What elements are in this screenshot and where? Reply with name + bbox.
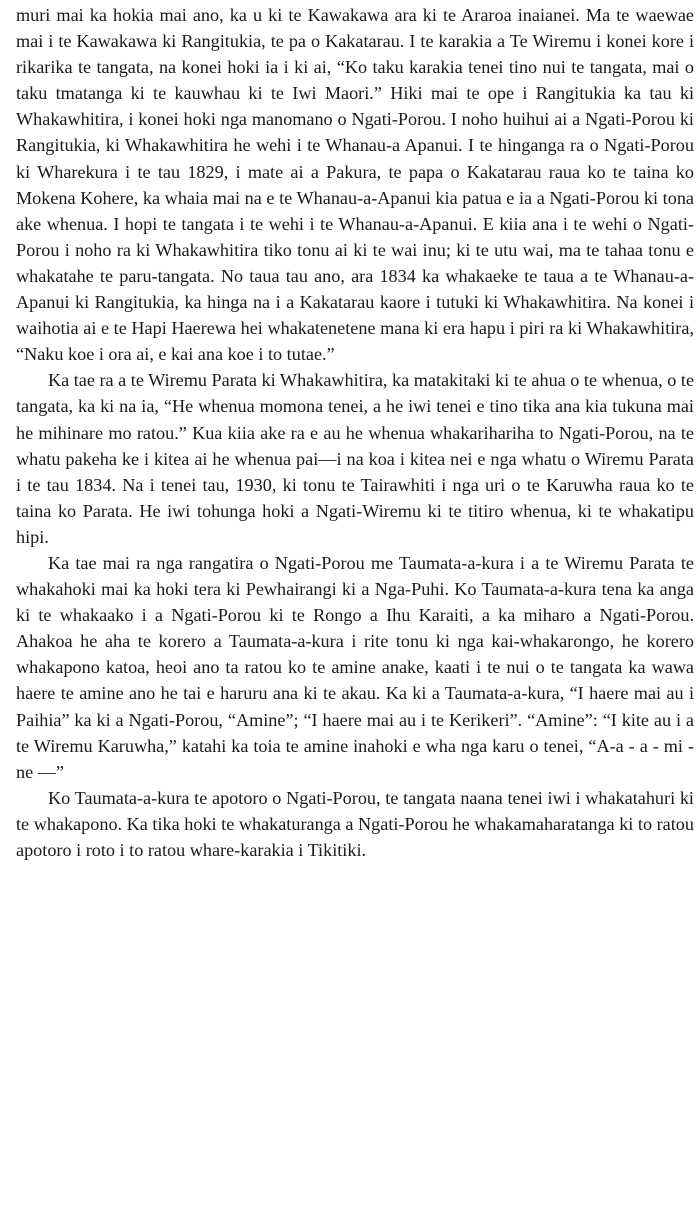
paragraph-3: Ka tae mai ra nga rangatira o Ngati-Porou me Taumata-a-kura i a te Wiremu Parata te whakahoki mai ka hoki tera ki Pewhairangi ki a Nga-Puhi. Ko Taumata-a-kura tena ka anga ki te whakaako i a Ngati-Porou ki te Rongo a Ihu Karaiti, a ka miharo a Ngati-Porou. Ahakoa he aha te korero a Taumata-a-kura i rite tonu ki nga kai-whakarongo, he korero whakapono katoa, heoi ano ta ratou ko te amine anake, kaati i te nui o te tangata ka wawa haere te amine ano he tai e haruru ana ki te akau. Ka ki a Taumata-a-kura, “I haere mai au i Paihia” ka ki a Ngati-Porou, “Amine”; “I haere mai au i te Kerikeri”. “Amine”: “I kite au i a te Wiremu Karuwha,” katahi ka toia te amine inahoki e wha nga karu o tenei, “A-a - a - mi - ne —” <box>16 552 694 782</box>
page-text <box>16 2 694 863</box>
paragraph-2: Ka tae ra a te Wiremu Parata ki Whakawhitira, ka matakitaki ki te ahua o te whenua, o te tangata, ka ki na ia, “He whenua momona tenei, a he iwi tenei e tino tika ana kia tukuna mai he mihinare mo ratou.” Kua kiia ake ra e au he whenua whakarihariha to Ngati-Porou, na te whatu pakeha ke i kitea ai he whenua pai—i na koa i kitea nei e nga whatu o Wiremu Parata i te tau 1834. Na i tenei tau, 1930, ki tonu te Tairawhiti i nga uri o te Karuwha raua ko te taina ko Parata. He iwi tohunga hoki a Ngati-Wiremu ki te titiro whenua, ki te whakatipu hipi. <box>16 370 695 547</box>
paragraph-4: Ko Taumata-a-kura te apotoro o Ngati-Porou, te tangata naana tenei iwi i whakatahuri ki te whakapono. Ka tika hoki te whakaturanga a Ngati-Porou he whakamaharatanga ki to ratou apotoro i roto i to ratou whare-karakia i Tikitiki. <box>16 787 694 860</box>
paragraph-1: muri mai ka hokia mai ano, ka u ki te Kawakawa ara ki te Araroa inaianei. Ma te waewae mai i te Kawakawa ki Rangitukia, te pa o Kakatarau. I te karakia a Te Wiremu i konei kore i rikarika te tangata, na konei hoki ia i ki ai, “Ko taku karakia tenei tino nui te tangata, mai o taku tmatanga ki te kauwhau ki te Iwi Maori.” Hiki mai te ope i Rangitukia ka tau ki Whakawhitira, i konei hoki nga manomano o Ngati-Porou. I noho huihui ai a Ngati-Porou ki Rangitukia, ki Whakawhitira he wehi i te Whanau-a Apanui. I te hinganga ra o Ngati-Porou ki Wharekura i te tau 1829, i mate ai a Pakura, te papa o Kakatarau raua ko te taina ko Mokena Kohere, ka whaia mai na e te Whanau-a-Apanui kia patua e ia a Ngati-Porou ki tona ake whenua. I hopi te tangata i te wehi i te Whanau-a-Apanui. E kiia ana i te wehi o Ngati-Porou i noho ra ki Whakawhitira tiko tonu ai ki te wai inu; ki te utu wai, ma te tahaa tonu e whakatahe te paru-tangata. No taua tau ano, ara 1834 ka whakaeke te taua a te Whanau-a-Apanui ki Rangitukia, ka hinga na i a Kakatarau kaore i tutuki ki Whakawhitira. Na konei i waihotia ai e te Hapi Haerewa hei whakatenetene mana ki era hapu i piri ra ki Whakawhitira, “Naku koe i ora ai, e kai ana koe i to tutae.” <box>16 5 694 365</box>
